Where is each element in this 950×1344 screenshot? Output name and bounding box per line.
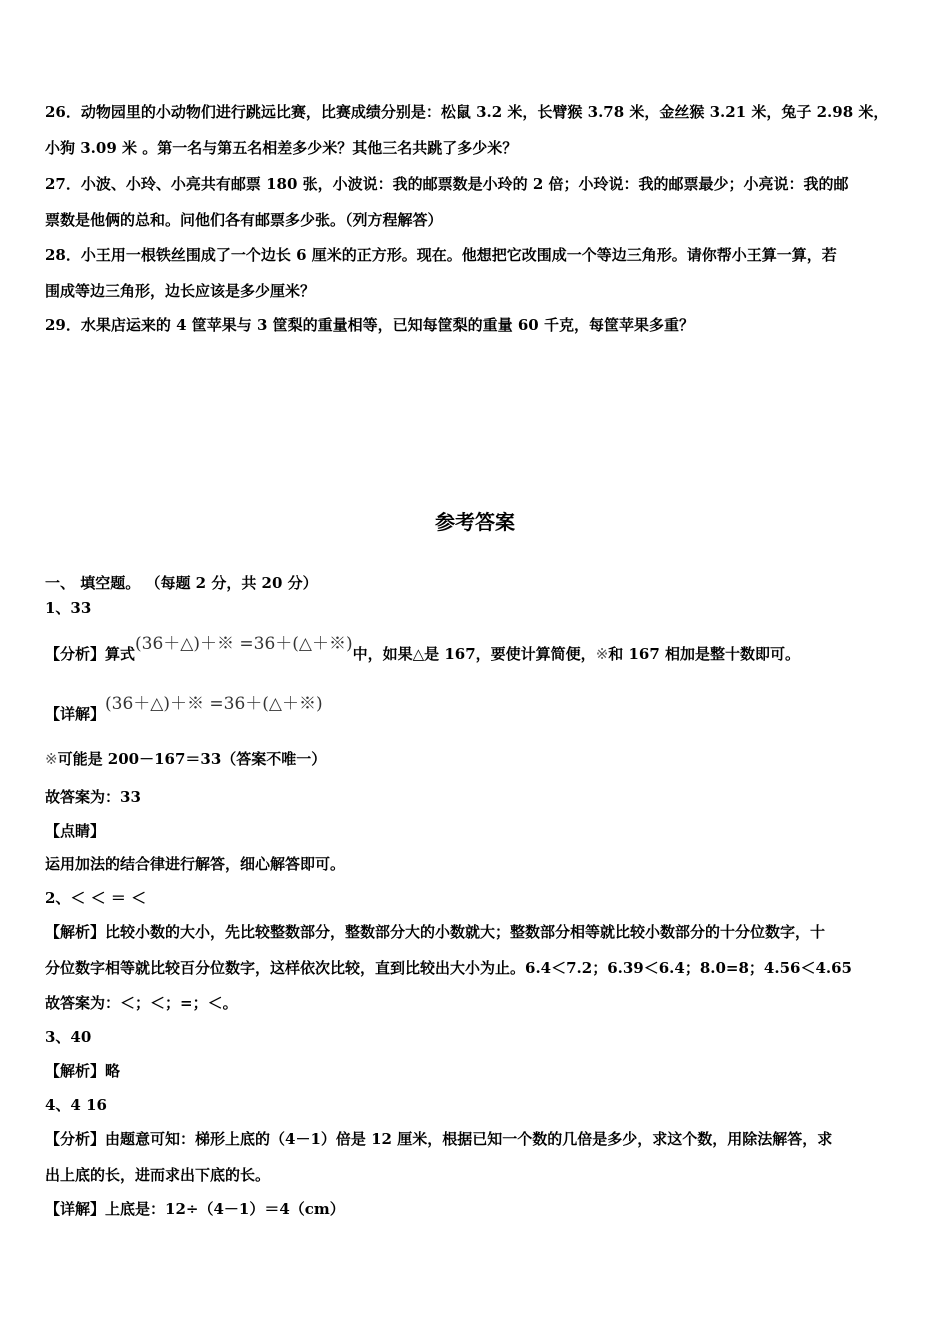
answer-4-analysis-line-1: 【分析】由题意可知：梯形上底的（4－1）倍是 12 厘米，根据已知一个数的几倍是多少，求这个数，用除法解答，求 (45, 1130, 833, 1148)
answer-3-analysis: 【解析】略 (45, 1062, 121, 1080)
answer-3-heading: 3、40 (45, 1028, 92, 1046)
reference-mark-symbol: ※ (45, 750, 58, 768)
question-28-line-2: 围成等边三角形，边长应该是多少厘米？ (45, 282, 316, 300)
question-26-line-1: 26．动物园里的小动物们进行跳远比赛，比赛成绩分别是：松鼠 3.2 米，长臂猴 3.78 米，金丝猴 3.21 米，兔子 2.98 米， (45, 103, 889, 121)
question-28-line-1: 28．小王用一根铁丝围成了一个边长 6 厘米的正方形。现在。他想把它改围成一个等边三角形。请你帮小王算一算，若 (45, 246, 837, 264)
analysis-end: 和 167 相加是整十数即可。 (608, 645, 801, 663)
answer-4-heading: 4、4 16 (45, 1096, 107, 1114)
analysis-formula: (36＋△)＋※ =36＋(△＋※) (135, 634, 353, 654)
answer-1-point-label: 【点睛】 (45, 822, 106, 840)
answer-2-conclusion: 故答案为：＜；＜；=；＜。 (45, 994, 238, 1012)
answers-title: 参考答案 (435, 510, 515, 534)
answer-2-analysis-line-1: 【解析】比较小数的大小，先比较整数部分，整数部分大的小数就大；整数部分相等就比较小数部分的十分位数字，十 (45, 923, 826, 941)
answer-1-detail (45, 694, 323, 724)
question-27-line-1: 27．小波、小玲、小亮共有邮票 180 张，小波说：我的邮票数是小玲的 2 倍；小玲说：我的邮票最少；小亮说：我的邮 (45, 175, 849, 193)
question-26-line-2: 小狗 3.09 米 。第一名与第五名相差多少米？其他三名共跳了多少米？ (45, 139, 518, 157)
section-1-heading: 一、 填空题。 （每题 2 分，共 20 分） (45, 574, 318, 592)
analysis-suffix: 中，如果△是 167，要使计算简便， (352, 645, 596, 663)
answer-4-analysis-line-2: 出上底的长，进而求出下底的长。 (45, 1166, 271, 1184)
answer-1-point-text: 运用加法的结合律进行解答，细心解答即可。 (45, 855, 346, 873)
possible-text: 可能是 200－167＝33（答案不唯一） (57, 750, 327, 768)
answer-1-heading: 1、33 (45, 599, 92, 617)
reference-mark-symbol: ※ (595, 645, 609, 663)
detail-formula: (36＋△)＋※ =36＋(△＋※) (105, 694, 323, 714)
answer-1-possible (45, 749, 326, 769)
answer-1-analysis (45, 634, 801, 664)
answer-2-analysis-line-2: 分位数字相等就比较百分位数字，这样依次比较，直到比较出大小为止。6.4＜7.2；6.39＜6.4；8.0=8；4.56＜4.65 (45, 959, 852, 977)
answer-1-conclusion: 故答案为：33 (45, 788, 141, 806)
answer-4-detail: 【详解】上底是：12÷（4－1）＝4（cm） (45, 1200, 345, 1218)
question-29-line-1: 29．水果店运来的 4 筐苹果与 3 筐梨的重量相等，已知每筐梨的重量 60 千克，每筐苹果多重？ (45, 316, 694, 334)
question-27-line-2: 票数是他俩的总和。问他们各有邮票多少张。（列方程解答） (45, 211, 443, 229)
detail-label: 【详解】 (45, 705, 106, 723)
answer-2-heading: 2、＜ ＜ ＝ ＜ (45, 889, 147, 907)
analysis-prefix: 【分析】算式 (45, 645, 136, 663)
